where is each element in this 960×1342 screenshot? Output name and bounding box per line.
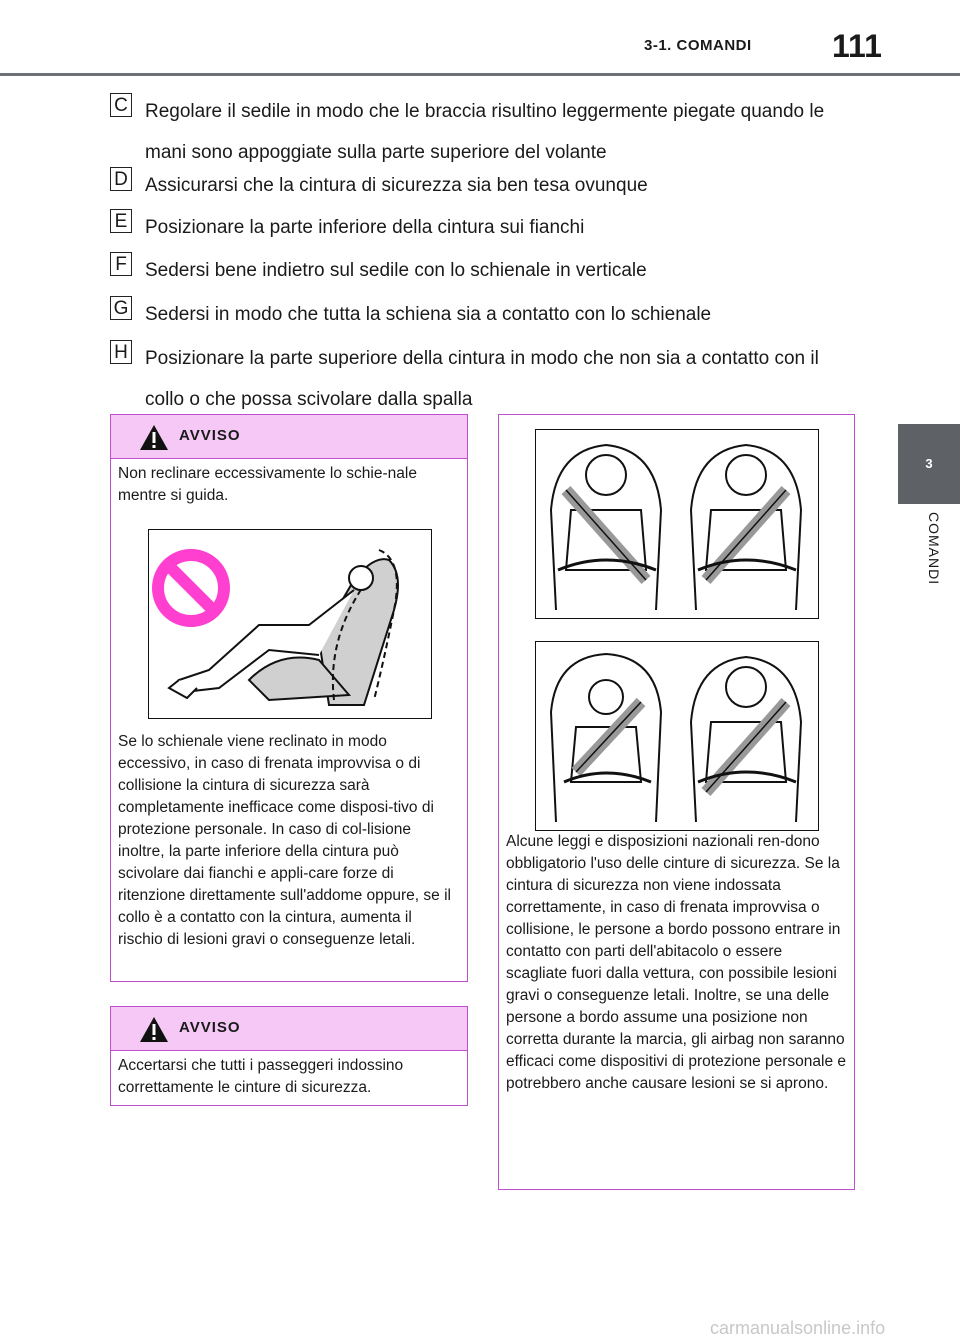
- reclined-seat-drawing: [149, 530, 430, 717]
- belt-child-adult-illustration: [535, 641, 819, 831]
- step-text: Sedersi in modo che tutta la schiena sia a contatto con lo schienale: [145, 304, 712, 325]
- warning-title: AVVISO: [179, 427, 241, 444]
- step-letter: D: [110, 167, 132, 191]
- belt-child-adult-drawing: [536, 642, 817, 829]
- reclined-seat-illustration: [148, 529, 432, 719]
- warning-header: [111, 415, 467, 459]
- watermark: carmanualsonline.info: [710, 1318, 886, 1338]
- chapter-tab: 3: [898, 424, 960, 504]
- step-letter: F: [110, 252, 132, 276]
- step-text: Regolare il sedile in modo che le braccia risultino leggermente piegate quando le mani sono appoggiate sulla parte superiore del volante: [145, 101, 825, 163]
- warning-intro: Non reclinare eccessivamente lo schie-nale mentre si guida.: [118, 465, 417, 504]
- warning-triangle-icon: [139, 424, 169, 451]
- step-text: Sedersi bene indietro sul sedile con lo schienale in verticale: [145, 260, 647, 281]
- step-text: Assicurarsi che la cintura di sicurezza sia ben tesa ovunque: [145, 175, 648, 196]
- header-divider: [0, 73, 960, 76]
- page-number: 111: [832, 28, 882, 64]
- warning-box-passengers: [110, 1006, 468, 1106]
- section-title: 3-1. COMANDI: [644, 37, 752, 54]
- chapter-label: COMANDI: [926, 512, 942, 586]
- belt-adults-drawing: [536, 430, 817, 617]
- warning-box-laws: [498, 414, 855, 1190]
- warning-header: [111, 1007, 467, 1051]
- warning-title: AVVISO: [179, 1019, 241, 1036]
- step-text: Posizionare la parte superiore della cintura in modo che non sia a contatto con il collo o che possa scivolare dalla spalla: [145, 348, 819, 410]
- warning-triangle-icon: [139, 1016, 169, 1043]
- step-letter: H: [110, 340, 132, 364]
- warning-body: Se lo schienale viene reclinato in modo eccessivo, in caso di frenata improvvisa o di collisione la cintura di sicurezza sarà completamente inefficace come disposi-tivo di protezione personale. In caso di col-lisione inoltre, la parte inferiore della cintura può scivolare dai fianchi e appli-care forze di ritenzione direttamente sull'addome oppure, se il collo è a contatto con la cintura, aumenta il rischio di lesioni gravi o conseguenze letali.: [118, 733, 451, 948]
- step-text: Posizionare la parte inferiore della cintura sui fianchi: [145, 217, 585, 238]
- warning-box-recline: [110, 414, 468, 982]
- warning-body: Accertarsi che tutti i passeggeri indossino correttamente le cinture di sicurezza.: [118, 1057, 404, 1096]
- step-letter: E: [110, 209, 132, 233]
- step-letter: C: [110, 93, 132, 117]
- warning-body: Alcune leggi e disposizioni nazionali ren-dono obbligatorio l'uso delle cinture di sicurezza. Se la cintura di sicurezza non viene indossata correttamente, in caso di frenata improvvisa o collisione, le persone a bordo possono entrare in contatto con parti dell'abitacolo o essere scagliate fuori dalla vettura, con possibile lesioni gravi o conseguenze letali. Inoltre, se una delle persone a bordo assume una posizione non corretta durante la marcia, gli airbag non saranno efficaci come dispositivi di protezione personale e potrebbero anche causare lesioni se si aprono.: [506, 833, 847, 1092]
- step-letter: G: [110, 296, 132, 320]
- belt-adults-illustration: [535, 429, 819, 619]
